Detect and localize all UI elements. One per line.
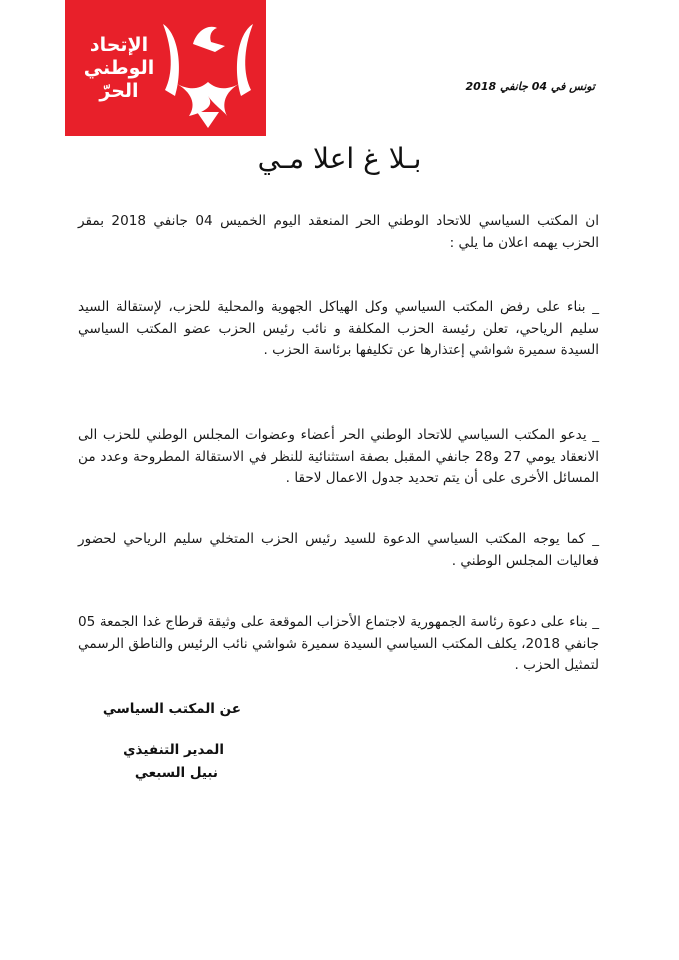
document-date: تونس في 04 جانفي 2018 xyxy=(465,80,595,93)
party-logo xyxy=(65,0,266,136)
statement-item-4: _ بناء على دعوة رئاسة الجمهورية لاجتماع الأحزاب الموقعة على وثيقة قرطاج غدا الجمعة 05 جانفي 2018، يكلف المكتب السياسي السيدة سميرة شواشي نائب الرئيس والناطق الرسمي لتمثيل الحزب . xyxy=(78,614,599,673)
statement-item-1: _ بناء على رفض المكتب السياسي وكل الهياكل الجهوية والمحلية للحزب، لإستقالة السيد سليم الرياحي، تعلن رئيسة الحزب المكلفة و نائب رئيس الحزب عضو المكتب السياسي السيدة سميرة شواشي إعتذارها عن تكليفها برئاسة الحزب . xyxy=(78,299,599,358)
signature-on-behalf: عن المكتب السياسي xyxy=(102,701,241,717)
statement-item-3: _ كما يوجه المكتب السياسي الدعوة للسيد رئيس الحزب المتخلي سليم الرياحي لحضور فعاليات المجلس الوطني . xyxy=(78,531,599,569)
logo-line-2: الوطني xyxy=(83,57,155,79)
logo-line-3: الحرّ xyxy=(99,80,139,102)
document-title: بـلا غ اعلا مـي xyxy=(257,142,422,175)
logo-line-1: الإتحاد xyxy=(89,34,149,56)
signature-role: المدير التنفيذي xyxy=(123,742,224,758)
intro-paragraph: ان المكتب السياسي للاتحاد الوطني الحر المنعقد اليوم الخميس 04 جانفي 2018 بمقر الحزب يهمه اعلان ما يلي : xyxy=(78,213,599,251)
signature-name: نبيل السبعي xyxy=(134,765,218,781)
statement-item-2: _ يدعو المكتب السياسي للاتحاد الوطني الحر أعضاء وعضوات المجلس الوطني للحزب الى الانعقاد يومي 27 و28 جانفي المقبل بصفة استثنائية للنظر في الاستقالة المطروحة وعدد من المسائل الأخرى على أن يتم تحديد جدول الاعمال لاحقا . xyxy=(78,427,599,486)
